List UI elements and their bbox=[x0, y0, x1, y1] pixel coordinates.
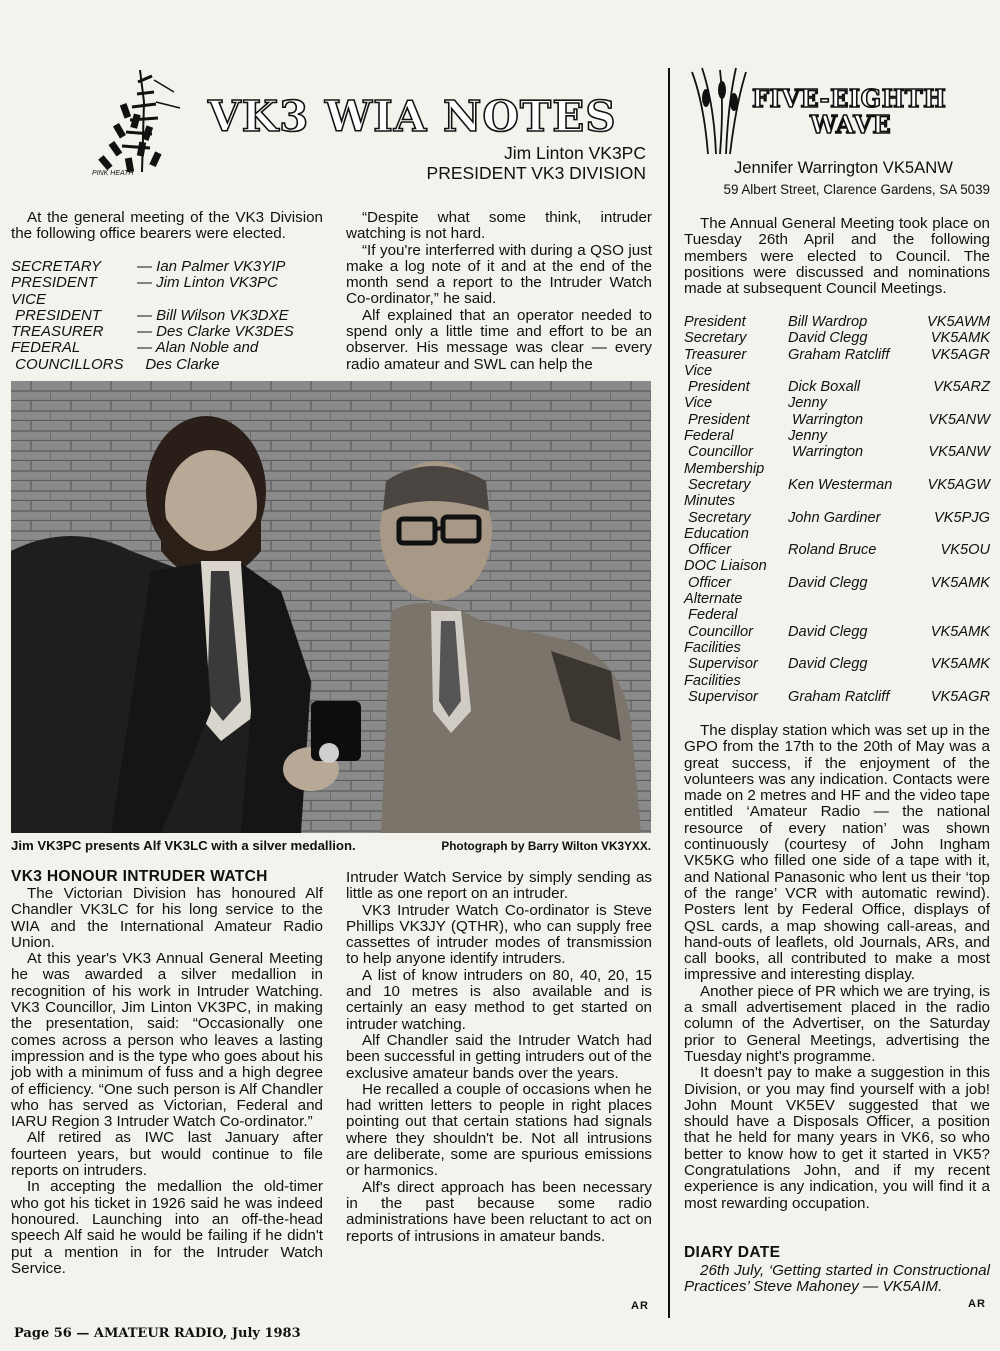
table-row: Federal Jenny bbox=[684, 428, 827, 445]
diary-entry: 26th July, ‘Getting started in Constructional Practices’ Steve Mahoney — VK5AIM. bbox=[684, 1262, 990, 1296]
officer-row: FEDERAL — Alan Noble and bbox=[11, 339, 259, 357]
ar-end-mark: AR bbox=[631, 1300, 649, 1312]
diary-heading: DIARY DATE bbox=[684, 1244, 781, 1261]
table-row: Vice bbox=[684, 362, 713, 379]
page-title: VK3 WIA NOTES bbox=[208, 92, 617, 141]
display-station-article: The display station which was set up in the GPO from the 17th to the 20th of May was a great success, if the enjoyment of the volunteers was any indication. Contacts were made on 2 metres and HF and the video tape entitled ‘Amateur Radio — the national resource of every nation’ was shown continuously (courtesy of John Ingham VK5KG who filled one side of a tape with it, and National Panasonic who lent us their ‘top of the range’ VCR with automatic rewind). Posters lent by Federal Office, displays of QSL cards, a map showing call-areas, and hand-outs of leaflets, old Journals, ARs, and call books, all contributed to make a most impressive and interesting display. Another piece of PR which we are trying, is a small advertisement placed in the radio column of the Advertiser, on the Saturday prior to General Meetings, advertising the Tuesday night's programme. It doesn't pay to make a suggestion in this Division, or you may find yourself with a job! John Mount VK5EV suggested that we should have a Disposals Officer, a position that he held for many years in VK6, so who better to know how to get it started in VK5? Congratulations John, and if my recent experience is any indication, you will find it a most rewarding occupation. bbox=[684, 722, 990, 1212]
table-row: Alternate bbox=[684, 591, 743, 608]
table-row: Facilities bbox=[684, 639, 741, 656]
table-row: Officer Roland Bruce VK5OU bbox=[684, 542, 990, 559]
table-row: Federal bbox=[684, 607, 738, 624]
photo-credit: Photograph by Barry Wilton VK3YXX. bbox=[441, 839, 651, 853]
officer-row: SECRETARY — Ian Palmer VK3YIP bbox=[11, 258, 286, 275]
table-row: Supervisor Graham Ratcliff VK5AGR bbox=[684, 688, 990, 705]
logo-caption: PINK HEATH bbox=[92, 170, 134, 177]
table-row: President Bill Wardrop VK5AWM bbox=[684, 314, 990, 330]
five-eighth-wave-logo bbox=[684, 64, 754, 160]
table-row: DOC Liaison bbox=[684, 558, 767, 575]
table-row: Education bbox=[684, 525, 749, 542]
table-row: Secretary David Clegg VK5AMK bbox=[684, 330, 990, 347]
medallion-photo bbox=[11, 381, 651, 833]
table-row: Membership bbox=[684, 460, 765, 477]
officer-row: COUNCILLORS Des Clarke bbox=[11, 355, 220, 373]
table-row: Councillor David Clegg VK5AMK bbox=[684, 623, 990, 640]
officer-row: PRESIDENT — Bill Wilson VK3DXE bbox=[11, 306, 289, 324]
author-name: Jim Linton VK3PC bbox=[503, 143, 646, 163]
column-title-line2: WAVE bbox=[810, 110, 892, 139]
intruder-watch-text-bottom: Intruder Watch Service by simply sending as little as one report on an intruder. VK3 Intruder Watch Co-ordinator is Steve Phillips VK3JY (QTHR), who can supply free cassettes of intruder modes of transmission to help anyone identify intruders. A list of know intruders on 80, 40, 20, 15 and 10 metres is also available and is certainly an easy method to get started on intruder watching. Alf Chandler said the Intruder Watch had been successful in getting intruders out of the exclusive amateur bands over the years. He recalled a couple of occasions when he had written letters to people in right places pointing out that certain stations had signals where they shouldn't be. Not all intrusions are deliberate, some are spurious emissions or harmonics. Alf's direct approach has been necessary in the past because some radio administrations have been reluctant to act on reports of intrusions in amateur bands. bbox=[346, 869, 652, 1245]
table-row: President Warrington VK5ANW bbox=[684, 411, 990, 428]
honour-article: The Victorian Division has honoured Alf Chandler VK3LC for his long service to the WIA and the International Amateur Radio Union. At this year's VK3 Annual General Meeting he was awarded a silver medallion in recognition of his work in Intruder Watching. VK3 Councillor, Jim Linton VK3PC, in making the presentation, said: “Occasionally one comes across a person who leaves a lasting impression and is the type who goes about his job with a minimum of fuss and a high degree of efficiency. “One such person is Alf Chandler who has served as Victorian, Federal and IARU Region 3 Intruder Watch Co-ordinator.” Alf retired as IWC last January after fourteen years, but would continue to file reports on intruders. In accepting the medallion the old-timer who got his ticket in 1926 said he was indeed honoured. Launching into an off-the-head speech Alf said he would be failing if he didn't put a mention in for the Intruder Watch Service. bbox=[11, 885, 323, 1277]
table-row: Facilities bbox=[684, 672, 741, 689]
pink-heath-logo bbox=[92, 62, 192, 187]
author-address: 59 Albert Street, Clarence Gardens, SA 5039 bbox=[723, 182, 990, 197]
photo-caption: Jim VK3PC presents Alf VK3LC with a silver medallion. bbox=[11, 838, 356, 853]
author-role: PRESIDENT VK3 DIVISION bbox=[426, 163, 646, 183]
officers-intro: At the general meeting of the VK3 Division the following office bearers were elected. bbox=[11, 209, 323, 243]
table-row: Supervisor David Clegg VK5AMK bbox=[684, 656, 990, 673]
column-title-line1: FIVE-EIGHTH bbox=[752, 84, 947, 113]
author-name: Jennifer Warrington VK5ANW bbox=[734, 158, 953, 177]
table-row: Minutes bbox=[684, 493, 736, 510]
page-footer: Page 56 — AMATEUR RADIO, July 1983 bbox=[14, 1326, 301, 1341]
table-row: Secretary John Gardiner VK5PJG bbox=[684, 509, 990, 526]
officers-list bbox=[11, 259, 326, 373]
council-table bbox=[684, 314, 990, 705]
officer-row: PRESIDENT — Jim Linton VK3PC bbox=[11, 274, 278, 292]
agm-paragraph: The Annual General Meeting took place on Tuesday 26th April and the following members were elected to Council. The positions were discussed and nominations made at subsequent Council Meetings. bbox=[684, 215, 990, 298]
column-divider bbox=[668, 68, 670, 1318]
table-row: Secretary Ken Westerman VK5AGW bbox=[684, 476, 990, 493]
ar-end-mark: AR bbox=[968, 1298, 986, 1310]
officer-row: TREASURER — Des Clarke VK3DES bbox=[11, 323, 294, 341]
table-row: Officer David Clegg VK5AMK bbox=[684, 574, 990, 591]
table-row: President Dick Boxall VK5ARZ bbox=[684, 379, 990, 396]
table-row: Vice Jenny bbox=[684, 395, 827, 412]
table-row: Councillor Warrington VK5ANW bbox=[684, 444, 990, 461]
officer-row: VICE bbox=[11, 290, 47, 308]
intruder-watch-text-top: “Despite what some think, intruder watching is not hard. “If you're interferred with during a QSO just make a log note of it and at the end of the month send a report to the Intruder Watch Co-ordinator,” he said. Alf explained that an operator needed to spend only a little time and effort to be an observer. His message was clear — every radio amateur and SWL can help the bbox=[346, 209, 652, 373]
section-heading: VK3 HONOUR INTRUDER WATCH bbox=[11, 868, 268, 885]
table-row: Treasurer Graham Ratcliff VK5AGR bbox=[684, 346, 990, 363]
